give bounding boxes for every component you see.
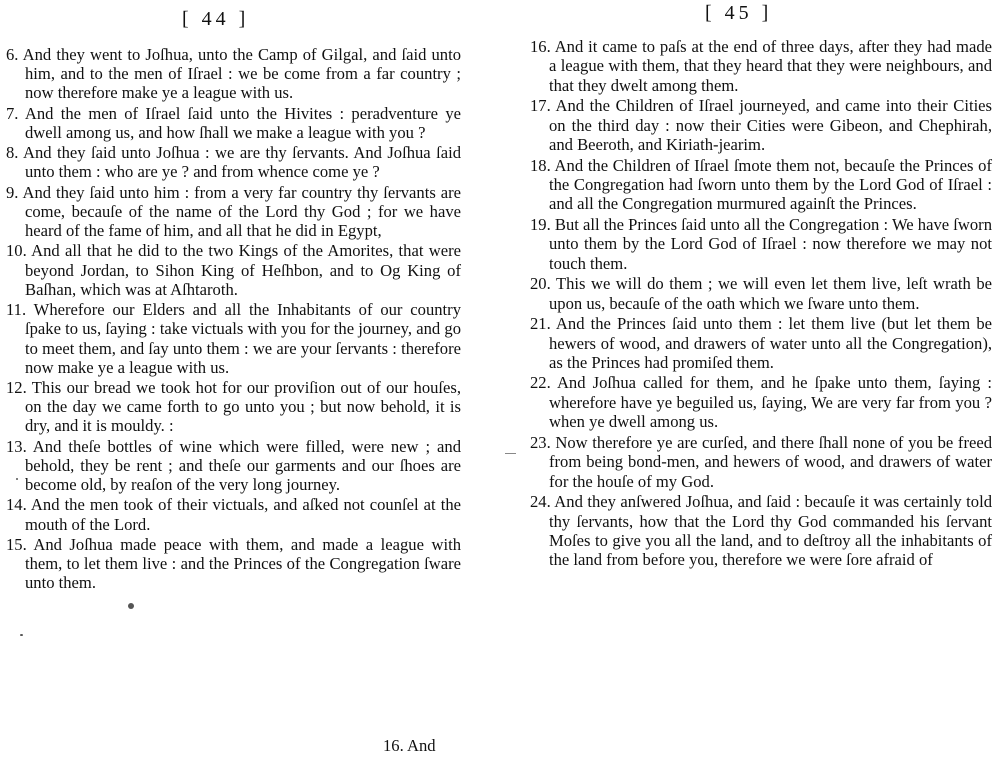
- verse: 11. Wherefore our Elders and all the Inhabitants of our country ſpake to us, ſaying : take victuals with you for the journey, and go to meet them, and ſay unto them : we are your ſervants : therefore now make ye a league with us.: [6, 300, 461, 377]
- verse: 16. And it came to paſs at the end of three days, after they had made a league with them, that they heard that they were neighbours, and that they dwelt among them.: [530, 37, 992, 95]
- verse: 13. And theſe bottles of wine which were filled, were new ; and behold, they be rent ; and theſe our garments and our ſhoes are become old, by reaſon of the very long journey.: [6, 436, 461, 495]
- verse: 18. And the Children of Iſrael ſmote them not, becauſe the Princes of the Congregation had ſworn unto them by the Lord God of Iſrael : and all the Congregation murmured againſt the Princes.: [530, 155, 992, 214]
- verse: 15. And Joſhua made peace with them, and made a league with them, to let them live : and the Princes of the Congregation ſware unto them.: [6, 534, 461, 593]
- verse: 24. And they anſwered Joſhua, and ſaid : becauſe it was certainly told thy ſervants, how that the Lord thy God commanded his ſervant Moſes to give you all the land, and to deſtroy all the inhabitants of the land from before you, therefore we were ſore afraid of: [530, 492, 992, 570]
- verse: 23. Now therefore ye are curſed, and there ſhall none of you be freed from being bond-men, and hewers of wood, and drawers of water for the houſe of my God.: [530, 432, 992, 491]
- ink-speck: [20, 634, 23, 636]
- verse: 22. And Joſhua called for them, and he ſpake unto them, ſaying : wherefore have ye beguiled us, ſaying, We are very far from you ? when ye dwell among us.: [530, 373, 992, 432]
- verse: 14. And the men took of their victuals, and aſked not counſel at the mouth of the Lord.: [6, 495, 461, 534]
- verse: 19. But all the Princes ſaid unto all the Congregation : We have ſworn unto them by the Lord God of Iſrael : now therefore we may not touch them.: [530, 214, 992, 273]
- verse: 6. And they went to Joſhua, unto the Camp of Gilgal, and ſaid unto him, and to the men of Iſrael : we be come from a far country ; now therefore make ye a league with us.: [6, 45, 461, 103]
- verse: 7. And the men of Iſrael ſaid unto the Hivites : peradventure ye dwell among us, and how ſhall we make a league with you ?: [6, 103, 461, 142]
- page-number: [ 45 ]: [705, 2, 773, 24]
- verse: 12. This our bread we took hot for our proviſion out of our houſes, on the day we came forth to go unto you ; but now behold, it is dry, and it is mouldy. :: [6, 378, 461, 436]
- ink-speck: [16, 478, 18, 480]
- verse: 21. And the Princes ſaid unto them : let them live (but let them be hewers of wood, and drawers of water unto all the Congregation), as the Princes had promiſed them.: [530, 314, 992, 372]
- gutter-mark: [505, 453, 516, 454]
- verse: 9. And they ſaid unto him : from a very far country thy ſervants are come, becauſe of the name of the Lord thy God ; for we have heard of the fame of him, and all that he did in Egypt,: [6, 182, 461, 241]
- verse-list: [530, 37, 992, 571]
- catchword: 16. And: [383, 736, 436, 755]
- ink-speck: [128, 603, 134, 609]
- verse-list: [6, 45, 461, 594]
- verse: 10. And all that he did to the two Kings of the Amorites, that were beyond Jordan, to Sihon King of Heſhbon, and to Og King of Baſhan, which was at Aſhtaroth.: [6, 241, 461, 299]
- verse: 8. And they ſaid unto Joſhua : we are thy ſervants. And Joſhua ſaid unto them : who are ye ? and from whence come ye ?: [6, 143, 461, 182]
- verse: 17. And the Children of Iſrael journeyed, and came into their Cities on the third day : now their Cities were Gibeon, and Chephirah, and Beeroth, and Kiriath-jearim.: [530, 96, 992, 155]
- page-number: [ 44 ]: [182, 8, 250, 30]
- verse: 20. This we will do them ; we will even let them live, leſt wrath be upon us, becauſe of the oath which we ſware unto them.: [530, 274, 992, 313]
